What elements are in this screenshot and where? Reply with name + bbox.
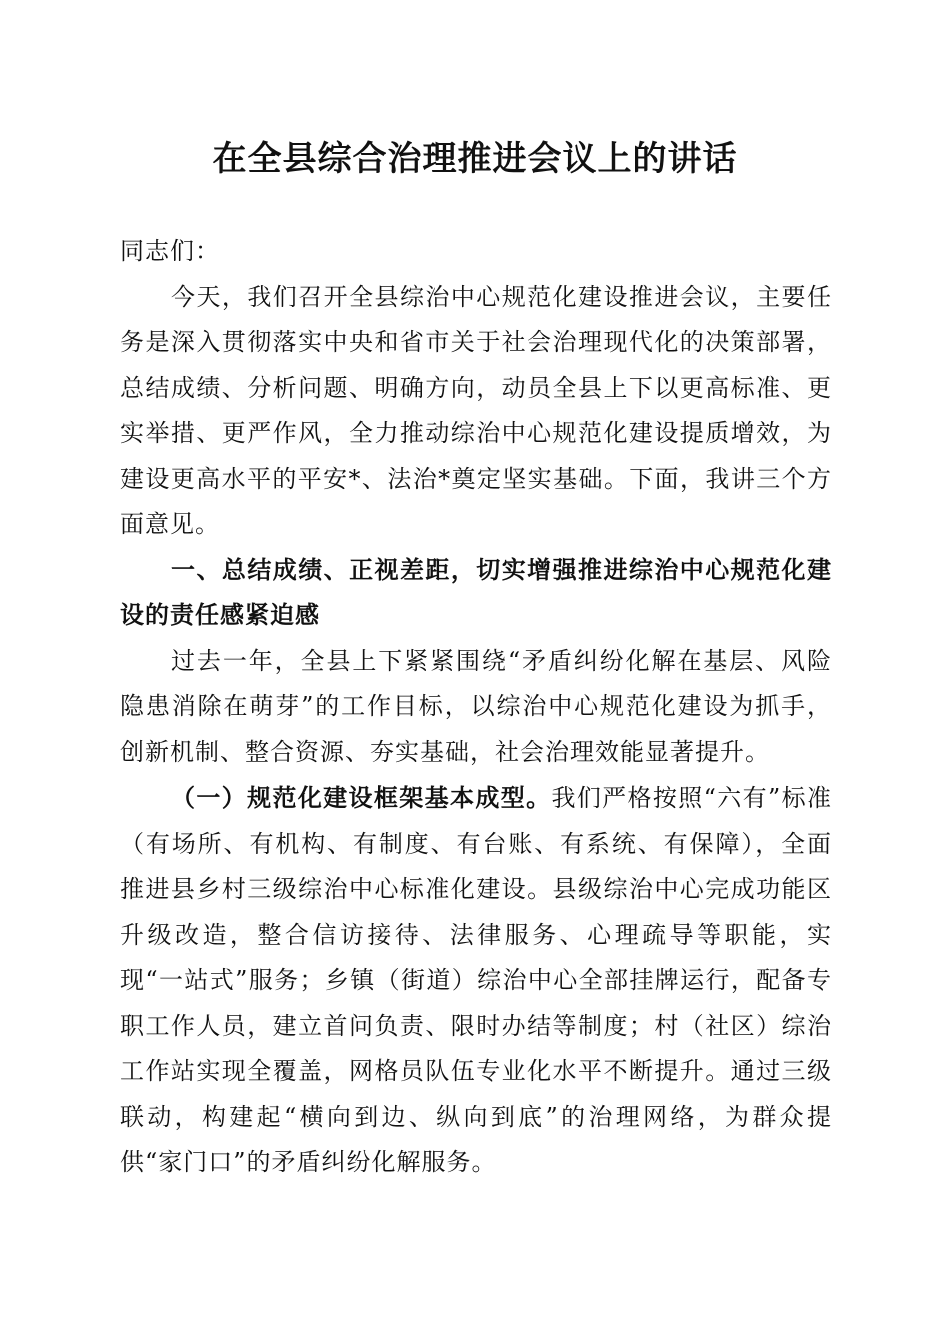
intro-paragraph: 今天，我们召开全县综治中心规范化建设推进会议，主要任务是深入贯彻落实中央和省市关于社会治理现代化的决策部署，总结成绩、分析问题、明确方向，动员全县上下以更高标准、更实举措、更严作风，全力推动综治中心规范化建设提质增效，为建设更高水平的平安*、法治*奠定坚实基础。下面，我讲三个方面意见。 [120,282,832,538]
document-body [120,229,832,1186]
salutation: 同志们： [120,237,220,265]
section-heading-1: 一、总结成绩、正视差距，切实增强推进综治中心规范化建设的责任感紧迫感 [120,555,832,629]
section-1-paragraph: 过去一年，全县上下紧紧围绕“矛盾纠纷化解在基层、风险隐患消除在萌芽”的工作目标，以综治中心规范化建设为抓手，创新机制、整合资源、夯实基础，社会治理效能显著提升。 [120,646,832,766]
subsection-1-text: 我们严格按照“六有”标准（有场所、有机构、有制度、有台账、有系统、有保障），全面推进县乡村三级综治中心标准化建设。县级综治中心完成功能区升级改造，整合信访接待、法律服务、心理疏导等职能，实现“一站式”服务；乡镇（街道）综治中心全部挂牌运行，配备专职工作人员，建立首问负责、限时办结等制度；村（社区）综治工作站实现全覆盖，网格员队伍专业化水平不断提升。通过三级联动，构建起“横向到边、纵向到底”的治理网络，为群众提供“家门口”的矛盾纠纷化解服务。 [120,784,832,1176]
subsection-1-paragraph [120,775,832,1186]
document-title: 在全县综合治理推进会议上的讲话 [212,139,738,179]
subsection-1-title: （一）规范化建设框架基本成型。 [171,783,552,812]
